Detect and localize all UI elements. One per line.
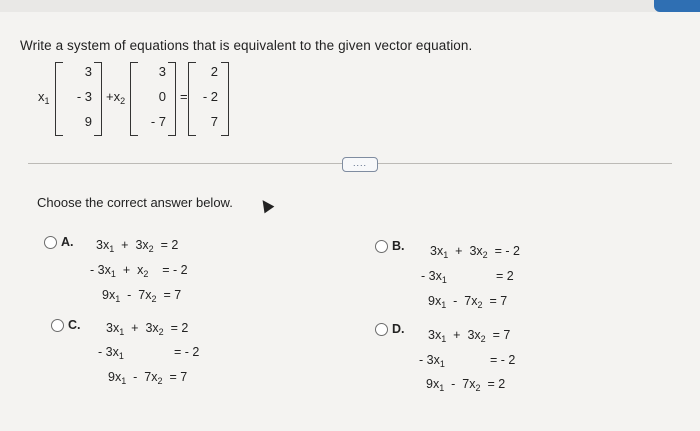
top-bar	[0, 0, 700, 12]
vector2-entry: - 7	[150, 114, 166, 129]
vector3-entry: 2	[210, 64, 218, 79]
vector1-entry: 9	[84, 114, 92, 129]
vector1-right-bracket	[94, 62, 102, 136]
vector2-entry: 0	[158, 89, 166, 104]
equation-line: - $3x_1$	[419, 353, 445, 369]
equation-line: - $3x_1$	[98, 345, 124, 361]
equation-line: $3x_1 + 3x_2 = 7$	[428, 328, 511, 344]
vector2-entry: 3	[158, 64, 166, 79]
vector2-right-bracket	[168, 62, 176, 136]
radio-b[interactable]	[375, 240, 388, 253]
vector1-entry: - 3	[76, 89, 92, 104]
question-text: Write a system of equations that is equivalent to the given vector equation.	[20, 38, 473, 53]
equation-line: $3x_1 + 3x_2 = 2$	[96, 238, 179, 254]
equation-line: $3x_1 + 3x_2 = 2$	[106, 321, 189, 337]
equation-line: - $3x_1 + x_2$ = - 2	[90, 263, 188, 279]
option-letter: C.	[68, 318, 81, 332]
option-letter: D.	[392, 322, 405, 336]
option-letter: B.	[392, 239, 405, 253]
radio-a[interactable]	[44, 236, 57, 249]
x1-coefficient: $x_1$	[38, 89, 50, 106]
equals-sign: =	[180, 89, 188, 104]
vector1-entry: 3	[84, 64, 92, 79]
option-letter: A.	[61, 235, 74, 249]
x2-coefficient: $+x_2$	[106, 89, 126, 106]
equation-rhs: = - 2	[174, 345, 200, 359]
mouse-cursor-icon	[258, 197, 275, 214]
vector3-right-bracket	[221, 62, 229, 136]
vector3-entry: 7	[210, 114, 218, 129]
equation-rhs: = - 2	[490, 353, 516, 367]
equation-rhs: = 2	[496, 269, 514, 283]
equation-line: $9x_1 - 7x_2 = 7$	[108, 370, 188, 386]
radio-d[interactable]	[375, 323, 388, 336]
top-bar-accent[interactable]	[654, 0, 700, 12]
more-button[interactable]: ....	[342, 157, 378, 172]
radio-c[interactable]	[51, 319, 64, 332]
equation-line: - $3x_1$	[421, 269, 447, 285]
instruction-text: Choose the correct answer below.	[37, 195, 233, 210]
equation-line: $9x_1 - 7x_2 = 7$	[428, 294, 508, 310]
vector3-entry: - 2	[202, 89, 218, 104]
equation-line: $9x_1 - 7x_2 = 2$	[426, 377, 506, 393]
equation-line: $9x_1 - 7x_2 = 7$	[102, 288, 182, 304]
equation-line: $3x_1 + 3x_2$ = - 2	[430, 244, 520, 260]
vector-equation	[38, 62, 238, 134]
